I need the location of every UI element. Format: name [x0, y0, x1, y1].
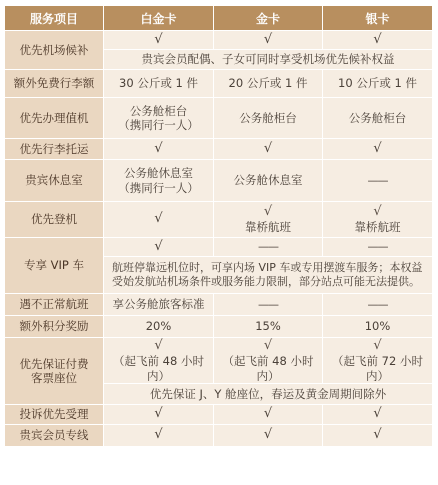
- platinum-value: 30 公斤或 1 件: [104, 70, 214, 98]
- platinum-value: [104, 338, 214, 384]
- gold-value: 20 公斤或 1 件: [214, 70, 323, 98]
- platinum-value: 享公务舱旅客标准: [104, 294, 214, 316]
- row-label-line2: 客票座位: [31, 371, 77, 385]
- row-extra-baggage: [5, 70, 433, 98]
- silver-dash: ——: [323, 294, 433, 316]
- silver-dash: ——: [323, 238, 433, 257]
- platinum-value: [104, 98, 214, 139]
- silver-value: [323, 202, 433, 238]
- row-guaranteed-seat: [5, 338, 433, 384]
- gold-value: 15%: [214, 316, 323, 338]
- platinum-check: √: [154, 338, 163, 353]
- header-gold-card: 金卡: [214, 6, 323, 31]
- gold-dash: ——: [214, 294, 323, 316]
- gold-check: √: [263, 204, 273, 220]
- gold-value: [214, 202, 323, 238]
- row-irregular-flight: [5, 294, 433, 316]
- silver-line2: （起飞前 72 小时内）: [332, 354, 423, 383]
- row-complaint-priority: [5, 405, 433, 425]
- gold-value: [214, 338, 323, 384]
- row-priority-boarding: [5, 202, 433, 238]
- platinum-line2: （携同行一人）: [118, 118, 199, 132]
- platinum-check: √: [104, 139, 214, 160]
- header-service-item: 服务项目: [5, 6, 104, 31]
- silver-dash: ——: [323, 160, 433, 202]
- row-label: 优先机场候补: [5, 31, 104, 70]
- silver-line2: 靠桥航班: [354, 220, 401, 235]
- platinum-line2: （起飞前 48 小时内）: [113, 354, 204, 383]
- benefits-table-container: [4, 5, 432, 447]
- silver-value: 10 公斤或 1 件: [323, 70, 433, 98]
- row-bonus-points: [5, 316, 433, 338]
- row-label: 优先登机: [5, 202, 104, 238]
- header-silver-card: 银卡: [323, 6, 433, 31]
- header-row: [5, 6, 433, 31]
- row-note: 航班停靠远机位时，可享内场 VIP 车或专用摆渡车服务；本权益受始发航站机场条件或服务能力限制，部分站点可能无法提供。: [104, 257, 433, 294]
- silver-check: √: [323, 31, 433, 50]
- platinum-check: √: [104, 405, 214, 425]
- row-label: 投诉优先受理: [5, 405, 104, 425]
- row-label-line1: 优先保证付费: [19, 356, 89, 371]
- gold-check: √: [214, 31, 323, 50]
- silver-check: √: [323, 405, 433, 425]
- row-note: 优先保证 J、Y 舱座位，春运及黄金周期间除外: [104, 384, 433, 405]
- row-priority-standby: [5, 31, 433, 50]
- row-label: 额外免费行李额: [5, 70, 104, 98]
- silver-value: [323, 338, 433, 384]
- gold-check: √: [214, 405, 323, 425]
- row-label: 专享 VIP 车: [5, 238, 104, 294]
- row-note: 贵宾会员配偶、子女可同时享受机场优先候补权益: [104, 50, 433, 70]
- gold-check: √: [263, 338, 273, 353]
- row-label: [5, 338, 104, 405]
- row-vip-car: [5, 238, 433, 257]
- membership-benefits-table: [4, 5, 433, 447]
- row-label: 遇不正常航班: [5, 294, 104, 316]
- gold-line2: 靠桥航班: [245, 220, 291, 235]
- silver-value: 10%: [323, 316, 433, 338]
- row-label: 优先行李托运: [5, 139, 104, 160]
- header-platinum-card: 白金卡: [104, 6, 214, 31]
- platinum-check: √: [104, 202, 214, 238]
- row-label: 贵宾会员专线: [5, 425, 104, 447]
- silver-check: √: [373, 204, 382, 220]
- platinum-line2: （携同行一人）: [118, 180, 199, 195]
- platinum-check: √: [104, 238, 214, 257]
- gold-value: 公务舱柜台: [214, 98, 323, 139]
- row-vip-hotline: [5, 425, 433, 447]
- silver-check: √: [323, 139, 433, 160]
- row-label: 贵宾休息室: [5, 160, 104, 202]
- gold-check: √: [214, 139, 323, 160]
- platinum-value: [104, 160, 214, 202]
- gold-check: √: [214, 425, 323, 447]
- row-label: 优先办理值机: [5, 98, 104, 139]
- platinum-check: √: [104, 31, 214, 50]
- platinum-line1: 公务舱柜台: [129, 103, 188, 118]
- platinum-check: √: [104, 425, 214, 447]
- row-priority-baggage: [5, 139, 433, 160]
- silver-check: √: [373, 338, 382, 353]
- gold-line2: （起飞前 48 小时内）: [222, 354, 314, 383]
- row-priority-checkin: [5, 98, 433, 139]
- silver-value: 公务舱柜台: [323, 98, 433, 139]
- gold-value: 公务舱休息室: [214, 160, 323, 202]
- platinum-line1: 公务舱休息室: [124, 166, 193, 181]
- row-label: 额外积分奖励: [5, 316, 104, 338]
- gold-dash: ——: [214, 238, 323, 257]
- silver-check: √: [323, 425, 433, 447]
- row-vip-lounge: [5, 160, 433, 202]
- platinum-value: 20%: [104, 316, 214, 338]
